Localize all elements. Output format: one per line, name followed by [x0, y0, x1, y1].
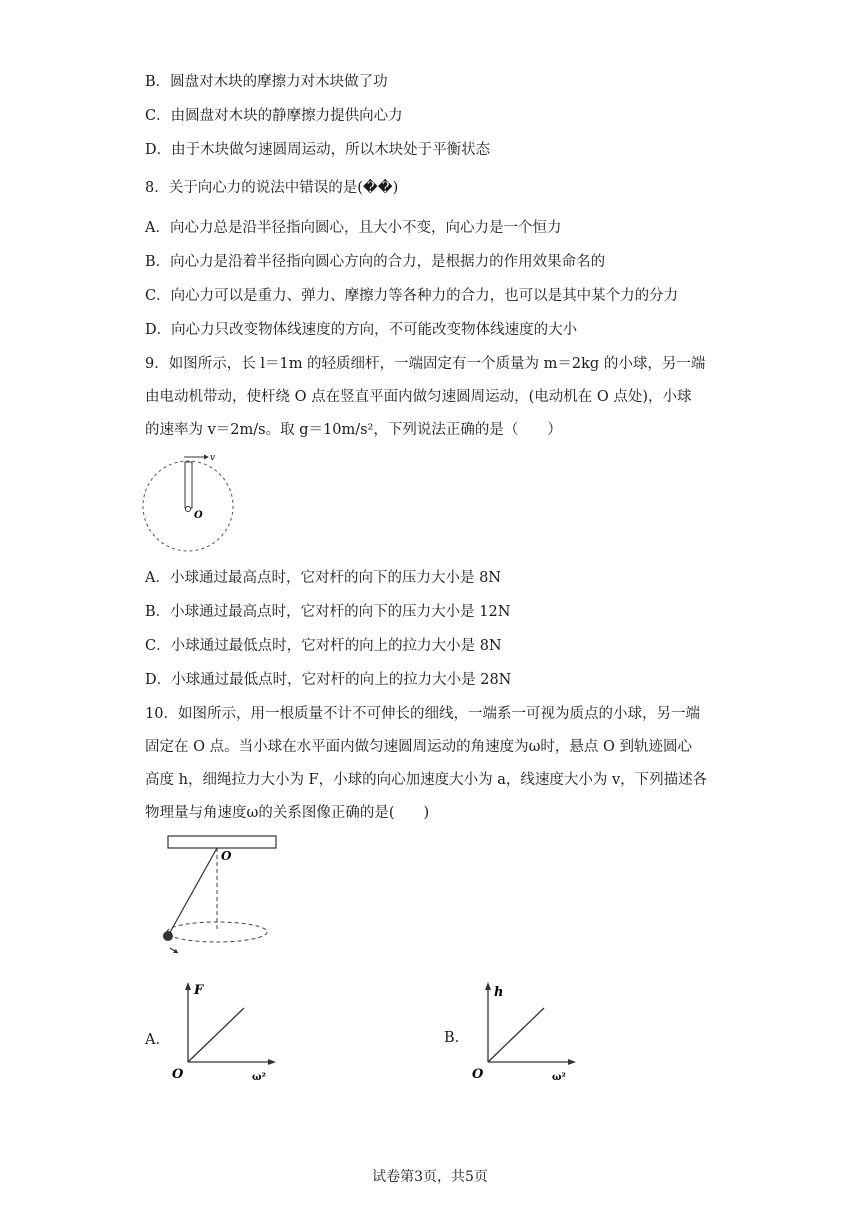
x-axis-arrowhead	[268, 1059, 276, 1065]
q9-option-a: A．小球通过最高点时，它对杆的向下的压力大小是 8N	[145, 570, 501, 586]
y-axis-arrowhead	[185, 982, 191, 990]
origin-label: O	[472, 1067, 484, 1082]
q7-option-d: D．由于木块做匀速圆周运动，所以木块处于平衡状态	[145, 142, 491, 158]
q10-stem-line-2: 固定在 O 点。当小球在水平面内做匀速圆周运动的角速度为ω时，悬点 O 到轨迹圆心	[145, 739, 693, 755]
q10-graph-b	[472, 978, 582, 1088]
plot-line	[188, 1008, 244, 1062]
q9-stem-line-3: 的速率为 v＝2m/s。取 g＝10m/s²，下列说法正确的是（ ）	[145, 422, 562, 438]
q7-option-b: B．圆盘对木块的摩擦力对木块做了功	[145, 74, 388, 90]
page-footer: 试卷第3页，共5页	[372, 1169, 488, 1185]
velocity-label: v	[210, 453, 216, 463]
q9-option-b: B．小球通过最高点时，它对杆的向下的压力大小是 12N	[145, 604, 511, 620]
ceiling-bar	[168, 836, 276, 848]
q9-stem-line-2: 由电动机带动，使杆绕 O 点在竖直平面内做匀速圆周运动，(电动机在 O 点处)，小球	[145, 389, 692, 405]
pivot-point	[186, 507, 191, 512]
q10-stem-line-4: 物理量与角速度ω的关系图像正确的是( )	[145, 805, 430, 821]
q10-stem-line-1: 10．如图所示，用一根质量不计不可伸长的细线，一端系一可视为质点的小球，另一端	[145, 706, 700, 722]
center-label: O	[194, 510, 203, 521]
q10-figure-conical-pendulum	[160, 832, 285, 964]
q8-stem: 8．关于向心力的说法中错误的是(��)	[145, 180, 399, 196]
x-axis-label: ω²	[252, 1072, 266, 1083]
q10-stem-line-3: 高度 h，细绳拉力大小为 F，小球的向心加速度大小为 a，线速度大小为 v，下列描述各	[145, 772, 708, 788]
rod	[185, 462, 192, 508]
q8-option-d: D．向心力只改变物体线速度的方向，不可能改变物体线速度的大小	[145, 322, 578, 338]
y-axis-arrowhead	[485, 982, 491, 990]
q8-option-c: C．向心力可以是重力、弹力、摩擦力等各种力的合力，也可以是其中某个力的分力	[145, 288, 679, 304]
q9-figure-rod-circle	[140, 450, 250, 560]
y-axis-label: F	[194, 983, 204, 998]
q8-option-a: A．向心力总是沿半径指向圆心，且大小不变，向心力是一个恒力	[145, 220, 562, 236]
ball	[163, 931, 173, 941]
q9-option-c: C．小球通过最低点时，它对杆的向上的拉力大小是 8N	[145, 638, 502, 654]
x-axis-label: ω²	[552, 1072, 566, 1083]
y-axis-label: h	[494, 985, 504, 1000]
x-axis-arrowhead	[568, 1059, 576, 1065]
q10-option-a-label: A．	[145, 1032, 170, 1048]
q7-option-c: C．由圆盘对木块的静摩擦力提供向心力	[145, 108, 403, 124]
q9-stem-line-1: 9．如图所示，长 l＝1m 的轻质细杆，一端固定有一个质量为 m＝2kg 的小球，另一端	[145, 356, 706, 372]
q9-option-d: D．小球通过最低点时，它对杆的向上的拉力大小是 28N	[145, 672, 512, 688]
pivot-label: O	[221, 849, 232, 863]
origin-label: O	[172, 1067, 184, 1082]
plot-line	[488, 1008, 544, 1062]
velocity-arrowhead	[204, 455, 209, 460]
q10-graph-a	[172, 978, 282, 1088]
q8-option-b: B．向心力是沿着半径指向圆心方向的合力，是根据力的作用效果命名的	[145, 254, 606, 270]
q10-option-b-label: B．	[444, 1030, 470, 1046]
